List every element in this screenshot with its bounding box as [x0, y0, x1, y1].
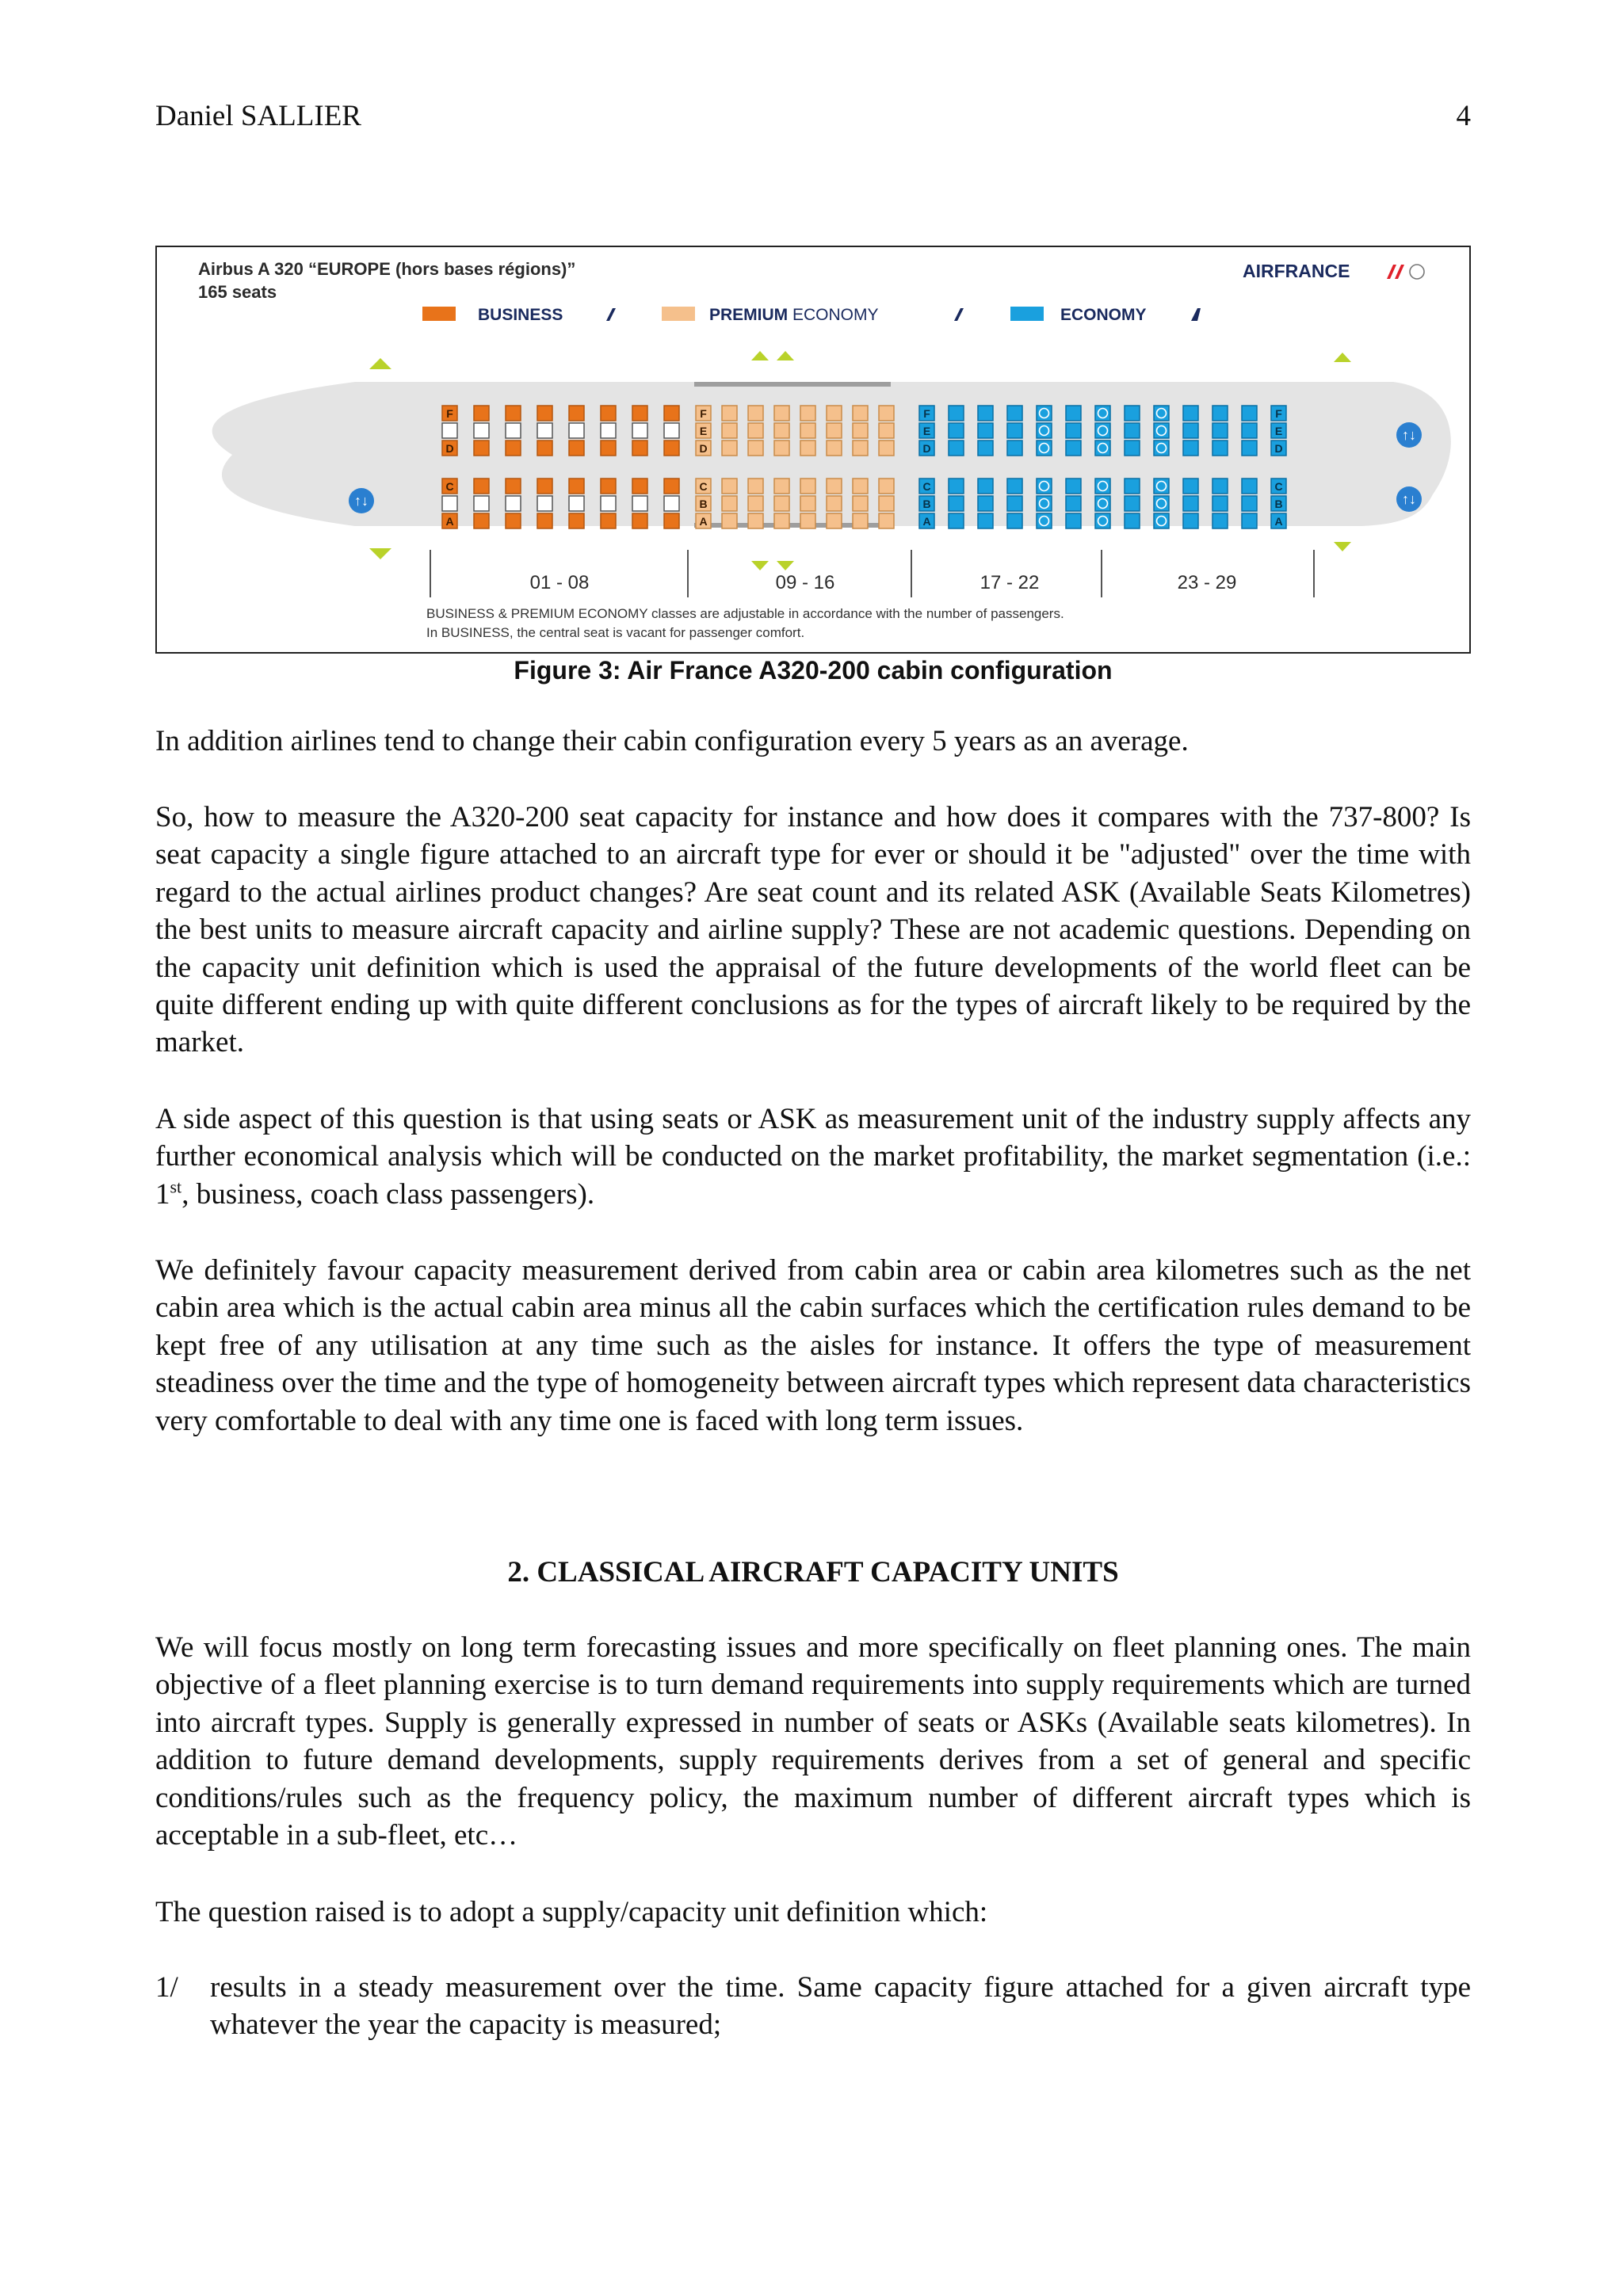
business-seat-vacant: [506, 423, 521, 438]
figure-caption: Figure 3: Air France A320-200 cabin configuration: [514, 656, 1113, 685]
premium-seat: [748, 406, 763, 421]
premium-seat: [800, 496, 815, 511]
economy-seat: [1212, 513, 1228, 528]
economy-seat: [1242, 513, 1257, 528]
economy-seat: [978, 423, 993, 438]
business-seat: [537, 406, 552, 421]
business-seat: [506, 513, 521, 528]
row-range-label: 23 - 29: [1177, 572, 1237, 593]
premium-seat: [722, 441, 737, 456]
business-seat: [632, 479, 647, 494]
business-seat: [664, 406, 679, 421]
business-seat: [632, 406, 647, 421]
economy-seat: [1125, 441, 1140, 456]
premium-seat: [774, 479, 789, 494]
premium-seat: [774, 406, 789, 421]
premium-seat: [800, 423, 815, 438]
premium-seat: [722, 406, 737, 421]
premium-seat: [879, 479, 894, 494]
economy-seat: [1183, 423, 1198, 438]
seat-letter: F: [923, 407, 930, 420]
premium-seat: [748, 496, 763, 511]
premium-seat: [879, 513, 894, 528]
business-seat-vacant: [506, 496, 521, 511]
business-seat-vacant: [474, 496, 489, 511]
economy-seat: [1007, 406, 1022, 421]
economy-seat: [978, 496, 993, 511]
premium-seat: [853, 513, 868, 528]
exit-arrow-icon: [751, 561, 769, 570]
economy-seat: [1212, 441, 1228, 456]
economy-seat: [1212, 496, 1228, 511]
premium-seat: [722, 496, 737, 511]
exit-arrow-icon: [751, 351, 769, 360]
premium-seat: [879, 441, 894, 456]
paragraph: A side aspect of this question is that using seats or ASK as measurement unit of the industry supply affects any further economical analysis which will be conducted on the market profitability, the market segmentation (i.e.: 1st, business, coach class passengers).: [155, 1103, 1471, 1211]
figure-note: In BUSINESS, the central seat is vacant for passenger comfort.: [426, 625, 805, 640]
economy-seat: [1125, 423, 1140, 438]
economy-seat: [978, 479, 993, 494]
premium-seat: [853, 406, 868, 421]
airfrance-logo-text: AIRFRANCE: [1243, 261, 1350, 281]
paragraph: We definitely favour capacity measurement derived from cabin area or cabin area kilometres such as the net cabin area which is the actual cabin area minus all the cabin surfaces which the certification rules demand to be kept free of any utilisation at any time such as the aisles for instance. It offers the type of measurement steadiness over the time and the type of homogeneity between aircraft types which represent data characteristics very comfortable to deal with any time one is faced with long term issues.: [155, 1254, 1471, 1437]
economy-seat: [949, 479, 964, 494]
business-seat-vacant: [632, 496, 647, 511]
business-seat-vacant: [442, 496, 457, 511]
business-seat-vacant: [537, 423, 552, 438]
premium-seat: [800, 479, 815, 494]
business-seat: [664, 441, 679, 456]
economy-seat: [1007, 496, 1022, 511]
premium-seat: [827, 479, 842, 494]
economy-seat: [949, 406, 964, 421]
premium-seat: [774, 441, 789, 456]
seat-letter: C: [1274, 480, 1283, 493]
premium-seat: [748, 479, 763, 494]
seat-letter: B: [1274, 498, 1283, 510]
seat-letter: A: [445, 515, 454, 528]
premium-seat: [722, 479, 737, 494]
overwing-bar-top: [694, 382, 891, 387]
economy-seat: [1125, 513, 1140, 528]
premium-seat: [827, 441, 842, 456]
paragraph: We will focus mostly on long term forecasting issues and more specifically on fleet planning ones. The main objective of a fleet planning exercise is to turn demand requirements into supply requirements which are turned into aircraft types. Supply is generally expressed in number of seats or ASKs (Available seats kilometres). In addition to future demand developments, supply requirements derives from a set of general and specific conditions/rules such as the frequency policy, the maximum number of different aircraft types which is acceptable in a sub-fleet, etc…: [155, 1631, 1471, 1852]
premium-seat: [722, 513, 737, 528]
flag-stripe-icon: [1387, 265, 1396, 279]
business-seat: [601, 479, 616, 494]
premium-seat: [853, 423, 868, 438]
business-seat: [474, 479, 489, 494]
legend-economy-swatch: [1010, 307, 1044, 321]
business-seat-vacant: [569, 423, 584, 438]
premium-seat: [800, 513, 815, 528]
legend-business-swatch: [422, 307, 456, 321]
figure-title: Airbus A 320 “EUROPE (hors bases régions)”: [198, 259, 576, 279]
slash-mark-icon: [954, 308, 964, 321]
seat-letter: A: [922, 515, 931, 528]
business-seat-vacant: [474, 423, 489, 438]
premium-seat: [774, 423, 789, 438]
premium-seat: [853, 496, 868, 511]
business-seat: [537, 479, 552, 494]
economy-seat: [1007, 513, 1022, 528]
economy-seat: [1066, 479, 1081, 494]
legend-premium-label: PREMIUM ECONOMY: [709, 306, 879, 324]
business-seat: [569, 513, 584, 528]
seat-letter: D: [922, 442, 931, 455]
economy-seat: [949, 423, 964, 438]
svg-text:↑↓: ↑↓: [1402, 491, 1416, 507]
economy-seat: [949, 441, 964, 456]
seat-letter: E: [1274, 425, 1283, 437]
business-seat: [506, 479, 521, 494]
premium-seat: [827, 513, 842, 528]
premium-seat: [827, 406, 842, 421]
business-seat: [506, 406, 521, 421]
flag-stripe-icon: [1395, 265, 1404, 279]
legend-business-label: BUSINESS: [478, 306, 563, 324]
economy-seat: [949, 513, 964, 528]
premium-seat: [827, 423, 842, 438]
business-seat: [632, 441, 647, 456]
figure-seat-count: 165 seats: [198, 282, 277, 302]
premium-seat: [748, 423, 763, 438]
economy-seat: [1007, 441, 1022, 456]
row-range-label: 09 - 16: [775, 572, 835, 593]
economy-seat: [1125, 496, 1140, 511]
economy-seat: [1212, 423, 1228, 438]
economy-seat: [978, 441, 993, 456]
svg-text:↑↓: ↑↓: [354, 493, 369, 509]
economy-seat: [1183, 441, 1198, 456]
economy-seat: [1242, 479, 1257, 494]
seat-letter: F: [446, 407, 453, 420]
business-seat-vacant: [569, 496, 584, 511]
economy-seat: [1066, 441, 1081, 456]
economy-seat: [1242, 496, 1257, 511]
list-item-number: 1/: [155, 1971, 178, 2004]
seat-letter: E: [922, 425, 931, 437]
premium-seat: [774, 496, 789, 511]
seat-letter: D: [699, 442, 708, 455]
cabin-configuration-figure: [155, 246, 1471, 654]
premium-seat: [748, 513, 763, 528]
exit-arrow-icon: [1334, 542, 1351, 551]
exit-arrow-icon: [369, 548, 391, 559]
seat-letter: B: [922, 498, 931, 510]
paragraph: In addition airlines tend to change their cabin configuration every 5 years as an average.: [155, 725, 1189, 757]
seat-letter: A: [699, 515, 708, 528]
list-item-text: results in a steady measurement over the time. Same capacity figure attached for a given aircraft type whatever the year the capacity is measured;: [210, 1971, 1471, 2042]
economy-seat: [1242, 406, 1257, 421]
economy-seat: [978, 406, 993, 421]
seat-letter: C: [445, 480, 454, 493]
premium-seat: [853, 441, 868, 456]
row-range-label: 17 - 22: [980, 572, 1040, 593]
economy-seat: [1212, 406, 1228, 421]
economy-seat: [1125, 479, 1140, 494]
premium-seat: [879, 423, 894, 438]
business-seat: [632, 513, 647, 528]
business-seat-vacant: [537, 496, 552, 511]
economy-seat: [1183, 479, 1198, 494]
business-seat: [664, 513, 679, 528]
premium-seat: [800, 441, 815, 456]
figure-note: BUSINESS & PREMIUM ECONOMY classes are adjustable in accordance with the number of passengers.: [426, 606, 1064, 621]
business-seat: [537, 513, 552, 528]
economy-seat: [1242, 441, 1257, 456]
seat-letter: E: [699, 425, 708, 437]
svg-text:↑↓: ↑↓: [1402, 427, 1416, 443]
seat-letter: B: [699, 498, 708, 510]
economy-seat: [1066, 406, 1081, 421]
exit-arrow-icon: [777, 561, 794, 570]
paragraph: The question raised is to adopt a supply/capacity unit definition which:: [155, 1896, 988, 1928]
exit-arrow-icon: [777, 351, 794, 360]
seat-letter: C: [922, 480, 931, 493]
business-seat: [474, 513, 489, 528]
economy-seat: [1007, 479, 1022, 494]
business-seat: [474, 441, 489, 456]
economy-seat: [949, 496, 964, 511]
seat-letter: C: [699, 480, 708, 493]
business-seat-vacant: [442, 423, 457, 438]
economy-seat: [978, 513, 993, 528]
legend-premium-swatch: [662, 307, 695, 321]
economy-seat: [1183, 513, 1198, 528]
business-seat: [601, 406, 616, 421]
paragraph: So, how to measure the A320-200 seat capacity for instance and how does it compares with the 737-800? Is seat capacity a single figure attached to an aircraft type for ever or should it be "adjusted" over the time with regard to the actual airlines product changes? Are seat count and its related ASK (Available Seats Kilometres) the best units to measure aircraft capacity and airline supply? These are not academic questions. Depending on the capacity unit definition which is used the appraisal of the future developments of the world fleet can be quite different ending up with quite different conclusions as for the types of aircraft likely to be required by the market.: [155, 801, 1471, 1059]
class-legend: [422, 306, 1201, 324]
business-seat-vacant: [664, 496, 679, 511]
business-seat: [601, 441, 616, 456]
page-number: 4: [1456, 100, 1471, 132]
economy-seat: [1007, 423, 1022, 438]
business-seat: [537, 441, 552, 456]
economy-seat: [1125, 406, 1140, 421]
business-seat: [506, 441, 521, 456]
economy-seat: [1066, 513, 1081, 528]
seat-letter: F: [700, 407, 707, 420]
seahorse-emblem-icon: [1410, 265, 1424, 279]
premium-seat: [827, 496, 842, 511]
seat-letter: D: [445, 442, 454, 455]
business-seat: [664, 479, 679, 494]
economy-seat: [1183, 496, 1198, 511]
exit-arrow-icon: [1334, 353, 1351, 362]
seat-letter: F: [1275, 407, 1282, 420]
premium-seat: [722, 423, 737, 438]
exit-arrow-icon: [369, 358, 391, 369]
premium-seat: [748, 441, 763, 456]
economy-seat: [1212, 479, 1228, 494]
row-range-label: 01 - 08: [529, 572, 590, 593]
economy-seat: [1066, 496, 1081, 511]
business-seat-vacant: [601, 496, 616, 511]
seat-letter: D: [1274, 442, 1283, 455]
airfrance-logo: [1243, 261, 1424, 281]
economy-seat: [1183, 406, 1198, 421]
seat-map-graphic: [157, 247, 1471, 654]
running-header-author: Daniel SALLIER: [155, 100, 361, 132]
seat-letter: A: [1274, 515, 1283, 528]
premium-seat: [879, 496, 894, 511]
premium-seat: [853, 479, 868, 494]
slash-mark-icon: [606, 308, 616, 321]
premium-seat: [774, 513, 789, 528]
business-seat-vacant: [601, 423, 616, 438]
business-seat: [474, 406, 489, 421]
premium-seat: [800, 406, 815, 421]
business-seat: [569, 406, 584, 421]
section-heading: 2. CLASSICAL AIRCRAFT CAPACITY UNITS: [507, 1556, 1119, 1589]
business-seat: [569, 479, 584, 494]
business-seat: [601, 513, 616, 528]
business-seat: [569, 441, 584, 456]
economy-seat: [1242, 423, 1257, 438]
business-seat-vacant: [632, 423, 647, 438]
legend-economy-label: ECONOMY: [1060, 306, 1147, 324]
business-seat-vacant: [664, 423, 679, 438]
economy-seat: [1066, 423, 1081, 438]
slash-mark-icon: [1191, 308, 1201, 321]
premium-seat: [879, 406, 894, 421]
